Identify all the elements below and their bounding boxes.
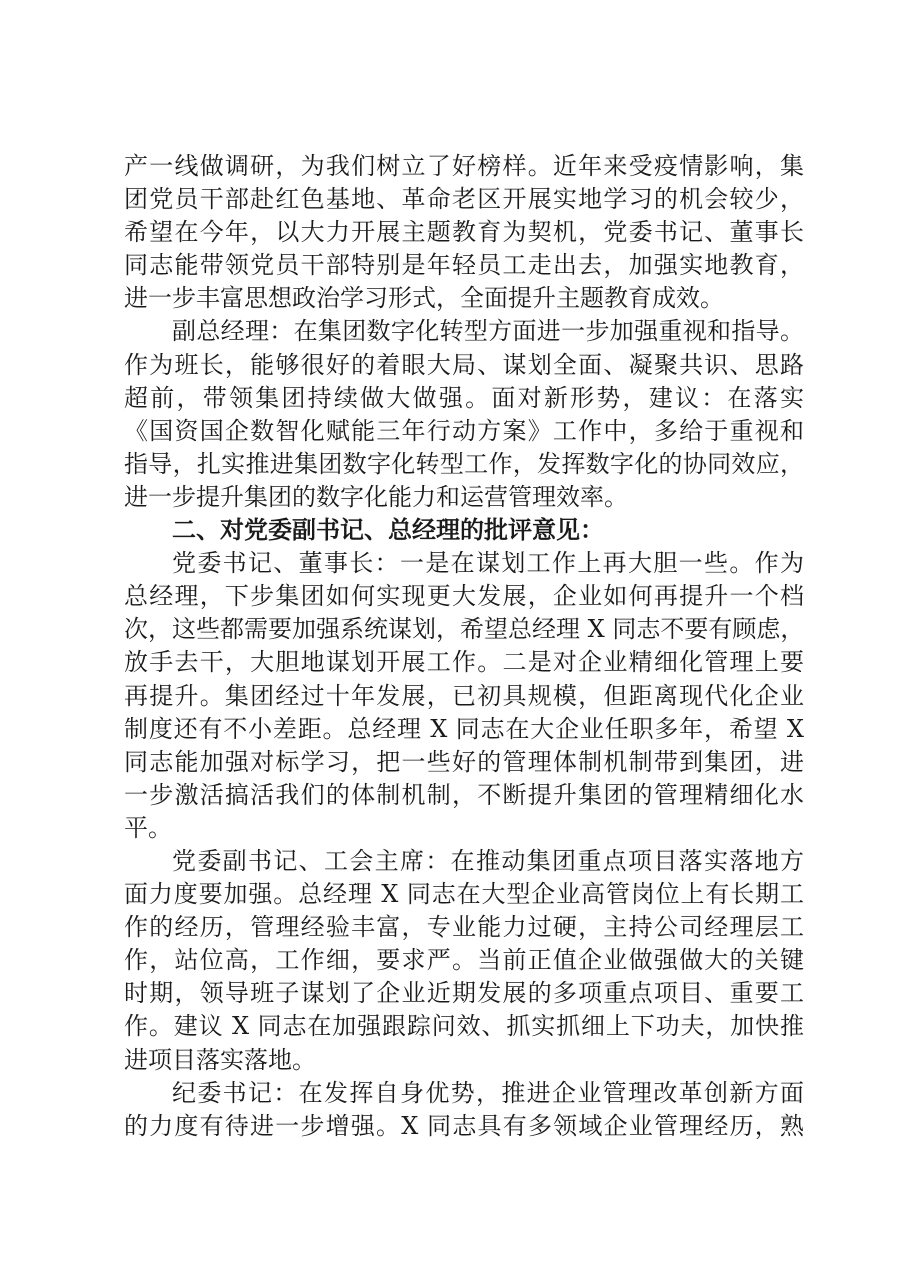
body-line: 希望在今年，以大力开展主题教育为契机，党委书记、董事长 — [124, 218, 804, 247]
body-line: 指导，扎实推进集团数字化转型工作，发挥数字化的协同效应， — [124, 449, 804, 478]
paragraph-first-line: 党委书记、董事长：一是在谋划工作上再大胆一些。作为 — [172, 549, 804, 578]
body-line: 作为班长，能够很好的着眼大局、谋划全面、凝聚共识、思路 — [124, 350, 804, 379]
body-line: 产一线做调研，为我们树立了好榜样。近年来受疫情影响，集 — [124, 152, 804, 180]
body-line: 总经理，下步集团如何实现更大发展，企业如何再提升一个档 — [124, 582, 804, 611]
paragraph-first-line: 党委副书记、工会主席：在推动集团重点项目落实落地方 — [172, 846, 804, 875]
body-line: 进一步丰富思想政治学习形式，全面提升主题教育成效。 — [124, 284, 724, 313]
body-line: 的力度有待进一步增强。X 同志具有多领域企业管理经历，熟 — [124, 1111, 804, 1140]
body-line: 平。 — [124, 813, 172, 842]
body-line: 时期，领导班子谋划了企业近期发展的多项重点项目、重要工 — [124, 979, 804, 1008]
paragraph-first-line: 纪委书记：在发挥自身优势，推进企业管理改革创新方面 — [172, 1078, 804, 1107]
body-line: 面力度要加强。总经理 X 同志在大型企业高管岗位上有长期工 — [124, 880, 804, 909]
body-line: 制度还有不小差距。总经理 X 同志在大企业任职多年，希望 X — [124, 714, 804, 743]
document-body — [124, 150, 804, 1143]
body-line: 放手去干，大胆地谋划开展工作。二是对企业精细化管理上要 — [124, 648, 804, 677]
body-line: 同志能加强对标学习，把一些好的管理体制机制带到集团，进 — [124, 747, 804, 776]
body-line: 超前，带领集团持续做大做强。面对新形势，建议：在落实 — [124, 383, 804, 412]
body-line: 团党员干部赴红色基地、革命老区开展实地学习的机会较少， — [124, 185, 804, 214]
section-heading: 二、对党委副书记、总经理的批评意见： — [172, 516, 604, 545]
body-line: 《国资国企数智化赋能三年行动方案》工作中，多给于重视和 — [124, 416, 804, 445]
body-line: 作的经历，管理经验丰富，专业能力过硬，主持公司经理层工 — [124, 913, 804, 942]
body-line: 一步激活搞活我们的体制机制，不断提升集团的管理精细化水 — [124, 780, 804, 809]
paragraph-first-line: 副总经理：在集团数字化转型方面进一步加强重视和指导。 — [172, 317, 804, 346]
body-line: 作，站位高，工作细，要求严。当前正值企业做强做大的关键 — [124, 946, 804, 975]
body-line: 作。建议 X 同志在加强跟踪问效、抓实抓细上下功夫，加快推 — [124, 1012, 804, 1041]
body-line: 进项目落实落地。 — [124, 1045, 316, 1074]
body-line: 再提升。集团经过十年发展，已初具规模，但距离现代化企业 — [124, 681, 804, 710]
body-line: 次，这些都需要加强系统谋划，希望总经理 X 同志不要有顾虑， — [124, 615, 805, 644]
body-line: 同志能带领党员干部特别是年轻员工走出去，加强实地教育， — [124, 251, 804, 280]
body-line: 进一步提升集团的数字化能力和运营管理效率。 — [124, 482, 628, 511]
